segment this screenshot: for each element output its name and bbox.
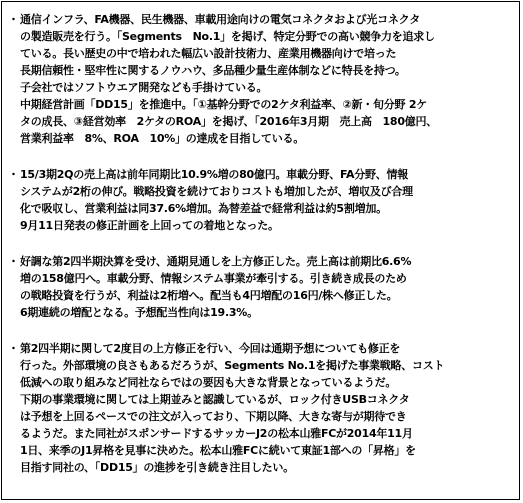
text-line: 6期連続の増配となる。予想配当性向は19.3%。: [20, 306, 258, 319]
text-line: 目指す同社の、「DD15」の進捗を引き続き注目したい。: [20, 461, 294, 474]
text-line: 15/3期2Qの売上高は前年同期比10.9%増の80億円。車載分野、FA分野、情報: [20, 168, 408, 181]
text-line: 1日、来季のJ1昇格を見事に決めた。松本山雅FCに続いて東証1部への「昇格」を: [20, 444, 416, 457]
section-forecast-revision: [8, 253, 518, 321]
text-line: の戦略投資を行うが、利益は2桁増へ。配当も4円増配の16円/株へ修正した。: [20, 289, 398, 302]
bullet-marker: ・: [8, 168, 19, 181]
bullet-marker: ・: [8, 342, 19, 355]
text-line: 下期の事業環境に関しては上期並みと認識しているが、ロック付きUSBコネクタ: [20, 393, 410, 406]
text-line: 営業利益率 8%、ROA 10%」の達成を目指している。: [20, 132, 305, 145]
text-line: 通信インフラ、FA機器、民生機器、車載用途向けの電気コネクタおよび光コネクタ: [20, 13, 420, 26]
section-q2-results: [8, 166, 518, 234]
bullet-marker: ・: [8, 13, 19, 26]
text-line: は予想を上回るペースでの注文が入っており、下期以降、大きな寄与が期待でき: [20, 410, 407, 423]
section-company-overview: [8, 11, 518, 147]
text-line: ている。長い歴史の中で培われた幅広い設計技術力、産業用機器向けで培った: [20, 47, 397, 60]
text-line: 中期経営計画「DD15」を推進中。「①基幹分野での2ケタ利益率、②新・旬分野 2ケ: [20, 98, 428, 111]
content-panel: [1, 1, 520, 500]
text-line: 増の158億円へ。車載分野、情報システム事業が牽引する。引き続き成長のため: [20, 272, 407, 285]
text-line: 低減への取り組みなど同社ならではの要因も大きな背景となっているようだ。: [20, 376, 397, 389]
text-line: 第2四半期に関して2度目の上方修正を行い、今回は通期予想についても修正を: [20, 342, 401, 355]
text-line: るようだ。また同社がスポンサードするサッカーJ2の松本山雅FCが2014年11月: [20, 427, 413, 440]
text-line: 好調な第2四半期決算を受け、通期見通しを上方修正した。売上高は前期比6.6%: [20, 255, 412, 268]
bullet-marker: ・: [8, 255, 19, 268]
text-line: タの成長、③経営効率 2ケタのROA」を掲げ、「2016年3月期 売上高 180億円、: [20, 115, 437, 128]
text-line: 長期信頼性・堅牢性に関するノウハウ、多品種少量生産体制などに特長を持つ。: [20, 64, 406, 77]
text-line: 化で吸収し、営業利益は同37.6%増加。為替差益で経常利益は約5割増加。: [20, 202, 387, 215]
text-line: 行った。外部環境の良さもあるだろうが、Segments No.1を掲げた事業戦略、コスト: [20, 359, 445, 372]
text-line: システムが2桁の伸び。戦略投資を続けておりコストも増加したが、増収及び合理: [20, 185, 413, 198]
text-line: の製造販売を行う。「Segments No.1」を掲げ、特定分野での高い競争力を追求し: [20, 30, 435, 43]
text-line: 9月11日発表の修正計画を上回っての着地となった。: [20, 219, 279, 232]
text-line: 子会社ではソフトウエア開発なども手掛けている。: [20, 81, 268, 94]
section-outlook-commentary: [8, 340, 518, 476]
